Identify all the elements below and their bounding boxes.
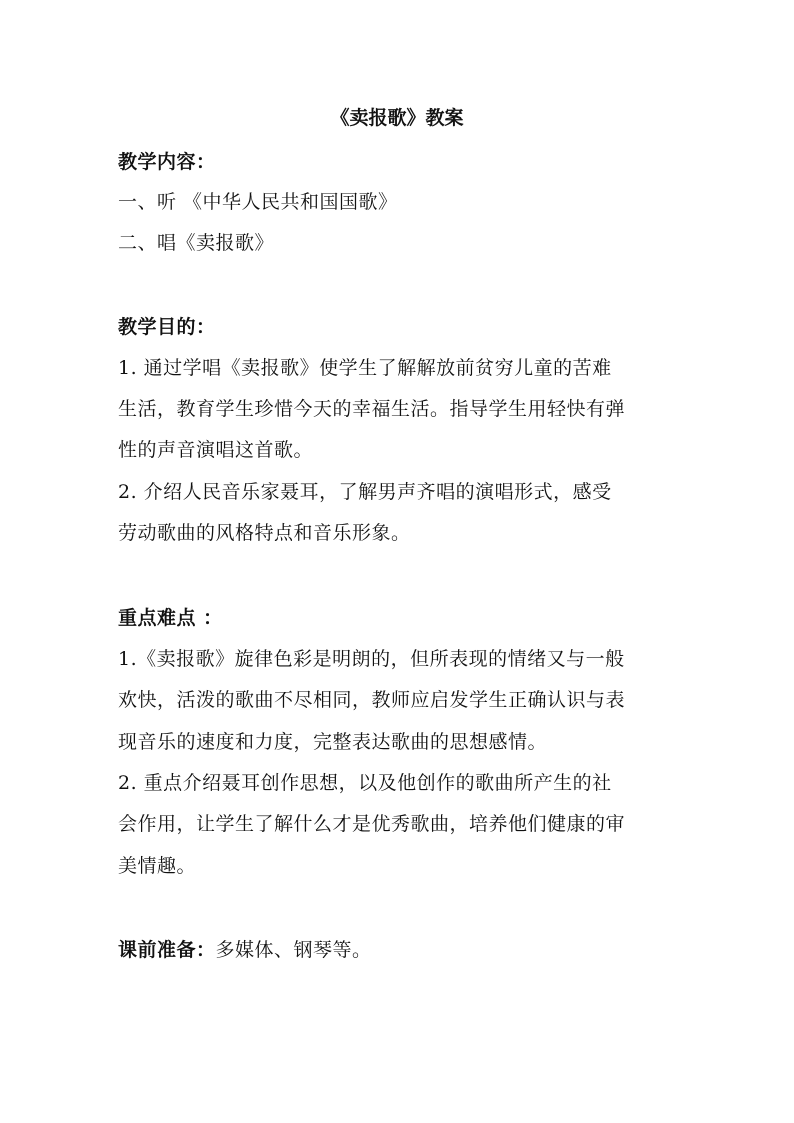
content-item-2: 二、唱《卖报歌》 <box>118 232 275 254</box>
key-points-line-1: 1.《卖报歌》旋律色彩是明朗的，但所表现的情绪又与一般 <box>118 648 625 670</box>
content-heading: 教学内容： <box>118 151 216 173</box>
key-points-heading: 重点难点 ： <box>118 607 223 629</box>
key-points-line-3: 现音乐的速度和力度，完整表达歌曲的思想感情。 <box>118 731 548 753</box>
objectives-line-3: 性的声音演唱这首歌。 <box>118 439 314 461</box>
preparation-label: 课前准备： <box>118 939 216 961</box>
preparation-value: 多媒体、钢琴等。 <box>215 939 372 961</box>
preparation-line <box>118 935 688 965</box>
objectives-heading: 教学目的： <box>118 316 216 338</box>
objectives-line-5: 劳动歌曲的风格特点和音乐形象。 <box>118 522 411 544</box>
objectives-line-1: 1. 通过学唱《卖报歌》使学生了解解放前贫穷儿童的苦难 <box>118 357 612 379</box>
objectives-line-4: 2. 介绍人民音乐家聂耳，了解男声齐唱的演唱形式，感受 <box>118 481 612 503</box>
key-points-line-6: 美情趣。 <box>118 855 197 877</box>
key-points-line-5: 会作用，让学生了解什么才是优秀歌曲，培养他们健康的审 <box>118 813 626 835</box>
document-title: 《卖报歌》教案 <box>330 107 464 129</box>
key-points-line-4: 2. 重点介绍聂耳创作思想，以及他创作的歌曲所产生的社 <box>118 772 612 794</box>
objectives-line-2: 生活，教育学生珍惜今天的幸福生活。指导学生用轻快有弹 <box>118 398 626 420</box>
key-points-line-2: 欢快，活泼的歌曲不尽相同，教师应启发学生正确认识与表 <box>118 689 626 711</box>
content-item-1: 一、听 《中华人民共和国国歌》 <box>118 191 398 213</box>
